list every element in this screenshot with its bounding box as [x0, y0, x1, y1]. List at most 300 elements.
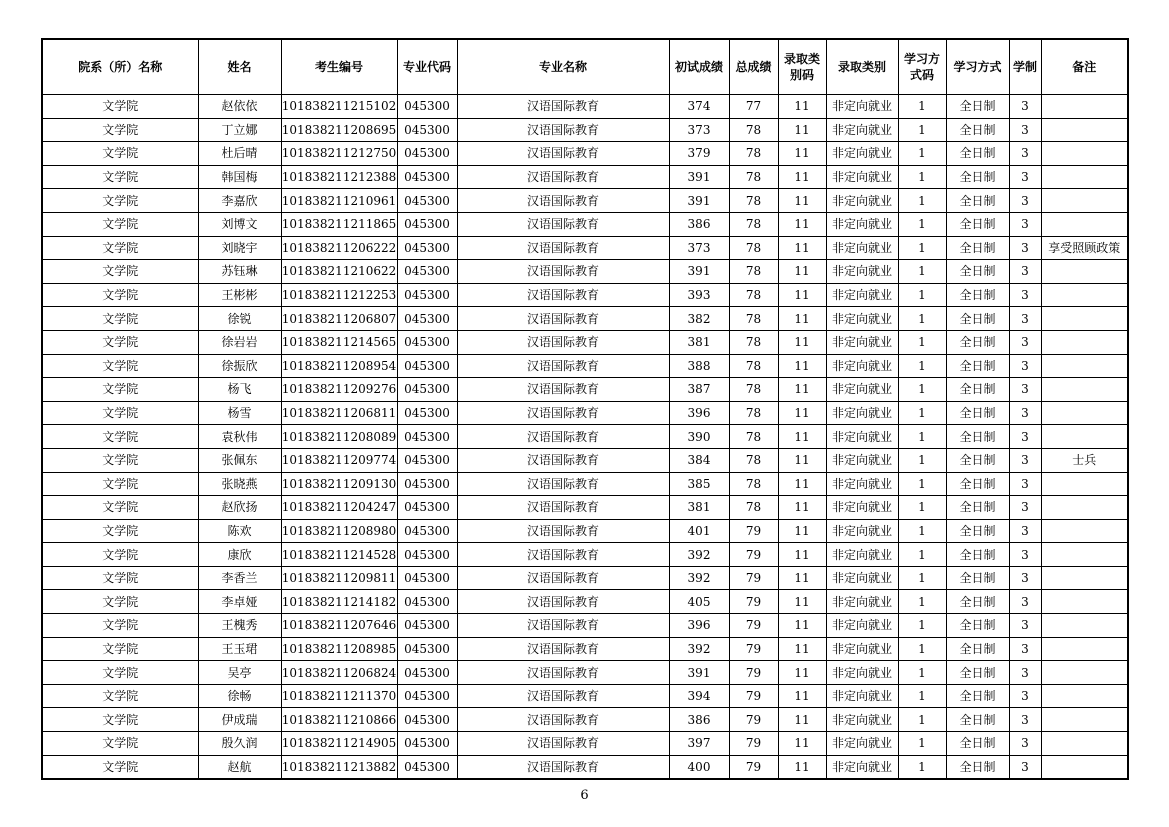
header-department: 院系（所）名称 — [42, 39, 198, 95]
cell-duration: 3 — [1009, 118, 1041, 142]
cell-admission-type-code: 11 — [778, 684, 826, 708]
cell-admission-type-code: 11 — [778, 260, 826, 284]
cell-remarks — [1041, 496, 1128, 520]
cell-admission-type-code: 11 — [778, 472, 826, 496]
cell-name: 张晓燕 — [198, 472, 281, 496]
cell-total-score: 79 — [729, 543, 778, 567]
cell-candidate-id: 101838211210961 — [281, 189, 397, 213]
cell-remarks — [1041, 543, 1128, 567]
table-row — [42, 283, 1128, 307]
cell-remarks — [1041, 212, 1128, 236]
cell-name: 张佩东 — [198, 448, 281, 472]
admission-table — [41, 38, 1129, 780]
table-row — [42, 165, 1128, 189]
cell-study-mode-code: 1 — [898, 661, 946, 685]
cell-department: 文学院 — [42, 732, 198, 756]
cell-total-score: 78 — [729, 142, 778, 166]
cell-duration: 3 — [1009, 330, 1041, 354]
cell-admission-type: 非定向就业 — [826, 118, 898, 142]
cell-admission-type: 非定向就业 — [826, 496, 898, 520]
cell-department: 文学院 — [42, 543, 198, 567]
cell-duration: 3 — [1009, 472, 1041, 496]
cell-department: 文学院 — [42, 236, 198, 260]
cell-major-code: 045300 — [397, 614, 457, 638]
cell-total-score: 78 — [729, 378, 778, 402]
cell-admission-type: 非定向就业 — [826, 354, 898, 378]
cell-admission-type-code: 11 — [778, 401, 826, 425]
cell-prelim-score: 386 — [669, 708, 729, 732]
cell-prelim-score: 382 — [669, 307, 729, 331]
cell-remarks — [1041, 614, 1128, 638]
cell-total-score: 78 — [729, 307, 778, 331]
cell-total-score: 79 — [729, 590, 778, 614]
cell-remarks — [1041, 425, 1128, 449]
cell-study-mode: 全日制 — [946, 401, 1009, 425]
cell-admission-type-code: 11 — [778, 378, 826, 402]
cell-study-mode-code: 1 — [898, 425, 946, 449]
cell-admission-type: 非定向就业 — [826, 307, 898, 331]
cell-major-code: 045300 — [397, 637, 457, 661]
table-row — [42, 543, 1128, 567]
cell-remarks — [1041, 401, 1128, 425]
cell-remarks — [1041, 142, 1128, 166]
cell-duration: 3 — [1009, 543, 1041, 567]
cell-study-mode-code: 1 — [898, 142, 946, 166]
cell-study-mode-code: 1 — [898, 755, 946, 779]
cell-candidate-id: 101838211212388 — [281, 165, 397, 189]
cell-prelim-score: 391 — [669, 165, 729, 189]
cell-duration: 3 — [1009, 378, 1041, 402]
cell-study-mode-code: 1 — [898, 543, 946, 567]
cell-remarks — [1041, 590, 1128, 614]
cell-department: 文学院 — [42, 472, 198, 496]
cell-study-mode: 全日制 — [946, 425, 1009, 449]
cell-prelim-score: 391 — [669, 661, 729, 685]
cell-major-name: 汉语国际教育 — [457, 189, 669, 213]
cell-major-name: 汉语国际教育 — [457, 590, 669, 614]
table-row — [42, 212, 1128, 236]
cell-duration: 3 — [1009, 755, 1041, 779]
cell-study-mode-code: 1 — [898, 519, 946, 543]
header-study-mode-code: 学习方式码 — [898, 39, 946, 95]
cell-department: 文学院 — [42, 755, 198, 779]
cell-name: 杨雪 — [198, 401, 281, 425]
cell-name: 徐畅 — [198, 684, 281, 708]
cell-admission-type: 非定向就业 — [826, 637, 898, 661]
table-row — [42, 260, 1128, 284]
cell-remarks: 士兵 — [1041, 448, 1128, 472]
cell-study-mode: 全日制 — [946, 283, 1009, 307]
cell-department: 文学院 — [42, 95, 198, 119]
cell-name: 王槐秀 — [198, 614, 281, 638]
cell-study-mode: 全日制 — [946, 378, 1009, 402]
cell-candidate-id: 101838211214905 — [281, 732, 397, 756]
cell-study-mode: 全日制 — [946, 448, 1009, 472]
cell-admission-type: 非定向就业 — [826, 95, 898, 119]
cell-prelim-score: 374 — [669, 95, 729, 119]
cell-admission-type-code: 11 — [778, 637, 826, 661]
cell-admission-type-code: 11 — [778, 189, 826, 213]
cell-admission-type-code: 11 — [778, 283, 826, 307]
cell-remarks: 享受照顾政策 — [1041, 236, 1128, 260]
cell-total-score: 79 — [729, 614, 778, 638]
cell-study-mode: 全日制 — [946, 496, 1009, 520]
cell-prelim-score: 387 — [669, 378, 729, 402]
cell-prelim-score: 373 — [669, 236, 729, 260]
cell-total-score: 78 — [729, 165, 778, 189]
cell-study-mode-code: 1 — [898, 354, 946, 378]
table-row — [42, 118, 1128, 142]
cell-admission-type-code: 11 — [778, 755, 826, 779]
cell-name: 赵依依 — [198, 95, 281, 119]
cell-study-mode: 全日制 — [946, 519, 1009, 543]
cell-candidate-id: 101838211212253 — [281, 283, 397, 307]
table-row — [42, 354, 1128, 378]
cell-study-mode-code: 1 — [898, 614, 946, 638]
cell-admission-type-code: 11 — [778, 212, 826, 236]
cell-study-mode: 全日制 — [946, 330, 1009, 354]
cell-admission-type-code: 11 — [778, 496, 826, 520]
cell-total-score: 78 — [729, 354, 778, 378]
cell-admission-type-code: 11 — [778, 732, 826, 756]
cell-major-code: 045300 — [397, 519, 457, 543]
cell-duration: 3 — [1009, 236, 1041, 260]
cell-major-code: 045300 — [397, 684, 457, 708]
header-name: 姓名 — [198, 39, 281, 95]
cell-major-code: 045300 — [397, 708, 457, 732]
cell-name: 吴亭 — [198, 661, 281, 685]
header-admission-type-code: 录取类别码 — [778, 39, 826, 95]
table-row — [42, 519, 1128, 543]
cell-duration: 3 — [1009, 283, 1041, 307]
cell-major-name: 汉语国际教育 — [457, 614, 669, 638]
table-row — [42, 425, 1128, 449]
cell-study-mode-code: 1 — [898, 708, 946, 732]
cell-admission-type: 非定向就业 — [826, 212, 898, 236]
cell-major-name: 汉语国际教育 — [457, 118, 669, 142]
cell-candidate-id: 101838211209774 — [281, 448, 397, 472]
cell-department: 文学院 — [42, 165, 198, 189]
cell-study-mode-code: 1 — [898, 448, 946, 472]
cell-duration: 3 — [1009, 566, 1041, 590]
cell-prelim-score: 392 — [669, 637, 729, 661]
cell-study-mode-code: 1 — [898, 212, 946, 236]
cell-candidate-id: 101838211208954 — [281, 354, 397, 378]
cell-study-mode: 全日制 — [946, 472, 1009, 496]
cell-admission-type: 非定向就业 — [826, 425, 898, 449]
cell-major-code: 045300 — [397, 401, 457, 425]
cell-duration: 3 — [1009, 401, 1041, 425]
cell-admission-type-code: 11 — [778, 118, 826, 142]
cell-name: 徐锐 — [198, 307, 281, 331]
cell-major-name: 汉语国际教育 — [457, 519, 669, 543]
cell-name: 赵欣扬 — [198, 496, 281, 520]
cell-study-mode: 全日制 — [946, 684, 1009, 708]
cell-major-name: 汉语国际教育 — [457, 661, 669, 685]
header-major-name: 专业名称 — [457, 39, 669, 95]
cell-admission-type: 非定向就业 — [826, 378, 898, 402]
cell-admission-type: 非定向就业 — [826, 142, 898, 166]
cell-major-code: 045300 — [397, 236, 457, 260]
cell-name: 康欣 — [198, 543, 281, 567]
cell-study-mode: 全日制 — [946, 354, 1009, 378]
cell-study-mode-code: 1 — [898, 590, 946, 614]
cell-department: 文学院 — [42, 283, 198, 307]
cell-name: 韩国梅 — [198, 165, 281, 189]
cell-prelim-score: 396 — [669, 614, 729, 638]
cell-major-name: 汉语国际教育 — [457, 472, 669, 496]
header-study-mode: 学习方式 — [946, 39, 1009, 95]
cell-department: 文学院 — [42, 260, 198, 284]
table-row — [42, 378, 1128, 402]
cell-name: 杨飞 — [198, 378, 281, 402]
cell-admission-type: 非定向就业 — [826, 732, 898, 756]
cell-admission-type: 非定向就业 — [826, 519, 898, 543]
cell-duration: 3 — [1009, 614, 1041, 638]
table-row — [42, 566, 1128, 590]
cell-major-code: 045300 — [397, 189, 457, 213]
cell-major-name: 汉语国际教育 — [457, 212, 669, 236]
table-row — [42, 472, 1128, 496]
cell-candidate-id: 101838211208980 — [281, 519, 397, 543]
cell-department: 文学院 — [42, 708, 198, 732]
cell-total-score: 79 — [729, 732, 778, 756]
cell-major-name: 汉语国际教育 — [457, 637, 669, 661]
cell-study-mode: 全日制 — [946, 212, 1009, 236]
cell-remarks — [1041, 307, 1128, 331]
header-remarks: 备注 — [1041, 39, 1128, 95]
cell-remarks — [1041, 684, 1128, 708]
cell-major-name: 汉语国际教育 — [457, 354, 669, 378]
cell-admission-type: 非定向就业 — [826, 472, 898, 496]
header-admission-type: 录取类别 — [826, 39, 898, 95]
cell-major-code: 045300 — [397, 330, 457, 354]
cell-admission-type-code: 11 — [778, 425, 826, 449]
cell-name: 李卓娅 — [198, 590, 281, 614]
cell-prelim-score: 386 — [669, 212, 729, 236]
cell-prelim-score: 384 — [669, 448, 729, 472]
cell-total-score: 78 — [729, 189, 778, 213]
cell-major-code: 045300 — [397, 118, 457, 142]
cell-department: 文学院 — [42, 378, 198, 402]
cell-admission-type-code: 11 — [778, 590, 826, 614]
cell-study-mode: 全日制 — [946, 614, 1009, 638]
cell-study-mode: 全日制 — [946, 95, 1009, 119]
cell-prelim-score: 392 — [669, 566, 729, 590]
cell-total-score: 78 — [729, 425, 778, 449]
cell-major-code: 045300 — [397, 661, 457, 685]
cell-department: 文学院 — [42, 425, 198, 449]
cell-major-code: 045300 — [397, 496, 457, 520]
cell-admission-type-code: 11 — [778, 307, 826, 331]
cell-admission-type-code: 11 — [778, 708, 826, 732]
cell-major-name: 汉语国际教育 — [457, 566, 669, 590]
cell-admission-type-code: 11 — [778, 95, 826, 119]
cell-total-score: 79 — [729, 661, 778, 685]
table-row — [42, 614, 1128, 638]
cell-duration: 3 — [1009, 307, 1041, 331]
cell-total-score: 79 — [729, 637, 778, 661]
cell-study-mode-code: 1 — [898, 378, 946, 402]
cell-study-mode-code: 1 — [898, 401, 946, 425]
cell-prelim-score: 390 — [669, 425, 729, 449]
header-major-code: 专业代码 — [397, 39, 457, 95]
cell-department: 文学院 — [42, 448, 198, 472]
cell-major-code: 045300 — [397, 755, 457, 779]
cell-study-mode-code: 1 — [898, 118, 946, 142]
cell-name: 丁立娜 — [198, 118, 281, 142]
table-row — [42, 236, 1128, 260]
table-row — [42, 661, 1128, 685]
table-row — [42, 708, 1128, 732]
cell-total-score: 78 — [729, 236, 778, 260]
cell-department: 文学院 — [42, 684, 198, 708]
cell-admission-type: 非定向就业 — [826, 189, 898, 213]
table-row — [42, 755, 1128, 779]
cell-admission-type: 非定向就业 — [826, 566, 898, 590]
cell-admission-type-code: 11 — [778, 543, 826, 567]
cell-study-mode: 全日制 — [946, 590, 1009, 614]
cell-admission-type: 非定向就业 — [826, 236, 898, 260]
cell-name: 刘晓宇 — [198, 236, 281, 260]
cell-admission-type: 非定向就业 — [826, 755, 898, 779]
cell-study-mode: 全日制 — [946, 165, 1009, 189]
cell-major-name: 汉语国际教育 — [457, 708, 669, 732]
cell-major-code: 045300 — [397, 283, 457, 307]
cell-total-score: 78 — [729, 118, 778, 142]
cell-major-code: 045300 — [397, 543, 457, 567]
cell-department: 文学院 — [42, 566, 198, 590]
cell-duration: 3 — [1009, 189, 1041, 213]
cell-name: 伊成瑞 — [198, 708, 281, 732]
cell-admission-type: 非定向就业 — [826, 165, 898, 189]
cell-major-name: 汉语国际教育 — [457, 496, 669, 520]
cell-remarks — [1041, 354, 1128, 378]
cell-candidate-id: 101838211206222 — [281, 236, 397, 260]
cell-major-name: 汉语国际教育 — [457, 283, 669, 307]
cell-department: 文学院 — [42, 590, 198, 614]
cell-admission-type: 非定向就业 — [826, 708, 898, 732]
table-row — [42, 142, 1128, 166]
table-row — [42, 330, 1128, 354]
table-row — [42, 732, 1128, 756]
cell-duration: 3 — [1009, 142, 1041, 166]
cell-candidate-id: 101838211208985 — [281, 637, 397, 661]
cell-admission-type-code: 11 — [778, 165, 826, 189]
cell-study-mode: 全日制 — [946, 661, 1009, 685]
header-candidate-id: 考生编号 — [281, 39, 397, 95]
cell-department: 文学院 — [42, 496, 198, 520]
cell-prelim-score: 400 — [669, 755, 729, 779]
cell-major-code: 045300 — [397, 378, 457, 402]
cell-admission-type-code: 11 — [778, 614, 826, 638]
cell-duration: 3 — [1009, 165, 1041, 189]
cell-prelim-score: 379 — [669, 142, 729, 166]
table-header — [42, 39, 1128, 95]
cell-prelim-score: 373 — [669, 118, 729, 142]
cell-name: 徐振欣 — [198, 354, 281, 378]
cell-candidate-id: 101838211208695 — [281, 118, 397, 142]
cell-major-code: 045300 — [397, 212, 457, 236]
table-row — [42, 496, 1128, 520]
cell-major-name: 汉语国际教育 — [457, 307, 669, 331]
cell-total-score: 78 — [729, 260, 778, 284]
cell-remarks — [1041, 732, 1128, 756]
cell-major-name: 汉语国际教育 — [457, 543, 669, 567]
cell-remarks — [1041, 330, 1128, 354]
cell-name: 徐岩岩 — [198, 330, 281, 354]
cell-study-mode: 全日制 — [946, 755, 1009, 779]
cell-admission-type-code: 11 — [778, 236, 826, 260]
cell-name: 李嘉欣 — [198, 189, 281, 213]
cell-remarks — [1041, 637, 1128, 661]
cell-major-name: 汉语国际教育 — [457, 165, 669, 189]
cell-major-name: 汉语国际教育 — [457, 732, 669, 756]
cell-prelim-score: 391 — [669, 260, 729, 284]
cell-duration: 3 — [1009, 590, 1041, 614]
cell-major-name: 汉语国际教育 — [457, 95, 669, 119]
cell-candidate-id: 101838211211865 — [281, 212, 397, 236]
cell-name: 王玉珺 — [198, 637, 281, 661]
cell-remarks — [1041, 118, 1128, 142]
cell-major-code: 045300 — [397, 165, 457, 189]
cell-name: 赵航 — [198, 755, 281, 779]
cell-major-name: 汉语国际教育 — [457, 448, 669, 472]
cell-department: 文学院 — [42, 637, 198, 661]
cell-duration: 3 — [1009, 661, 1041, 685]
cell-remarks — [1041, 165, 1128, 189]
cell-study-mode: 全日制 — [946, 189, 1009, 213]
cell-study-mode: 全日制 — [946, 307, 1009, 331]
cell-candidate-id: 101838211214182 — [281, 590, 397, 614]
cell-total-score: 79 — [729, 755, 778, 779]
cell-candidate-id: 101838211213882 — [281, 755, 397, 779]
cell-study-mode: 全日制 — [946, 708, 1009, 732]
cell-remarks — [1041, 189, 1128, 213]
cell-major-name: 汉语国际教育 — [457, 401, 669, 425]
cell-name: 王彬彬 — [198, 283, 281, 307]
cell-department: 文学院 — [42, 401, 198, 425]
cell-prelim-score: 388 — [669, 354, 729, 378]
cell-duration: 3 — [1009, 519, 1041, 543]
cell-prelim-score: 385 — [669, 472, 729, 496]
cell-major-name: 汉语国际教育 — [457, 236, 669, 260]
cell-major-code: 045300 — [397, 142, 457, 166]
cell-candidate-id: 101838211208089 — [281, 425, 397, 449]
cell-department: 文学院 — [42, 142, 198, 166]
table-row — [42, 95, 1128, 119]
cell-name: 刘博文 — [198, 212, 281, 236]
cell-department: 文学院 — [42, 307, 198, 331]
cell-total-score: 77 — [729, 95, 778, 119]
table-body — [42, 95, 1128, 780]
cell-duration: 3 — [1009, 95, 1041, 119]
cell-candidate-id: 101838211209811 — [281, 566, 397, 590]
cell-study-mode-code: 1 — [898, 260, 946, 284]
cell-study-mode-code: 1 — [898, 684, 946, 708]
cell-name: 杜后晴 — [198, 142, 281, 166]
cell-total-score: 78 — [729, 212, 778, 236]
cell-department: 文学院 — [42, 189, 198, 213]
cell-total-score: 79 — [729, 684, 778, 708]
cell-admission-type: 非定向就业 — [826, 330, 898, 354]
cell-candidate-id: 101838211211370 — [281, 684, 397, 708]
cell-major-name: 汉语国际教育 — [457, 425, 669, 449]
cell-prelim-score: 405 — [669, 590, 729, 614]
cell-candidate-id: 101838211214528 — [281, 543, 397, 567]
cell-study-mode: 全日制 — [946, 142, 1009, 166]
cell-department: 文学院 — [42, 519, 198, 543]
